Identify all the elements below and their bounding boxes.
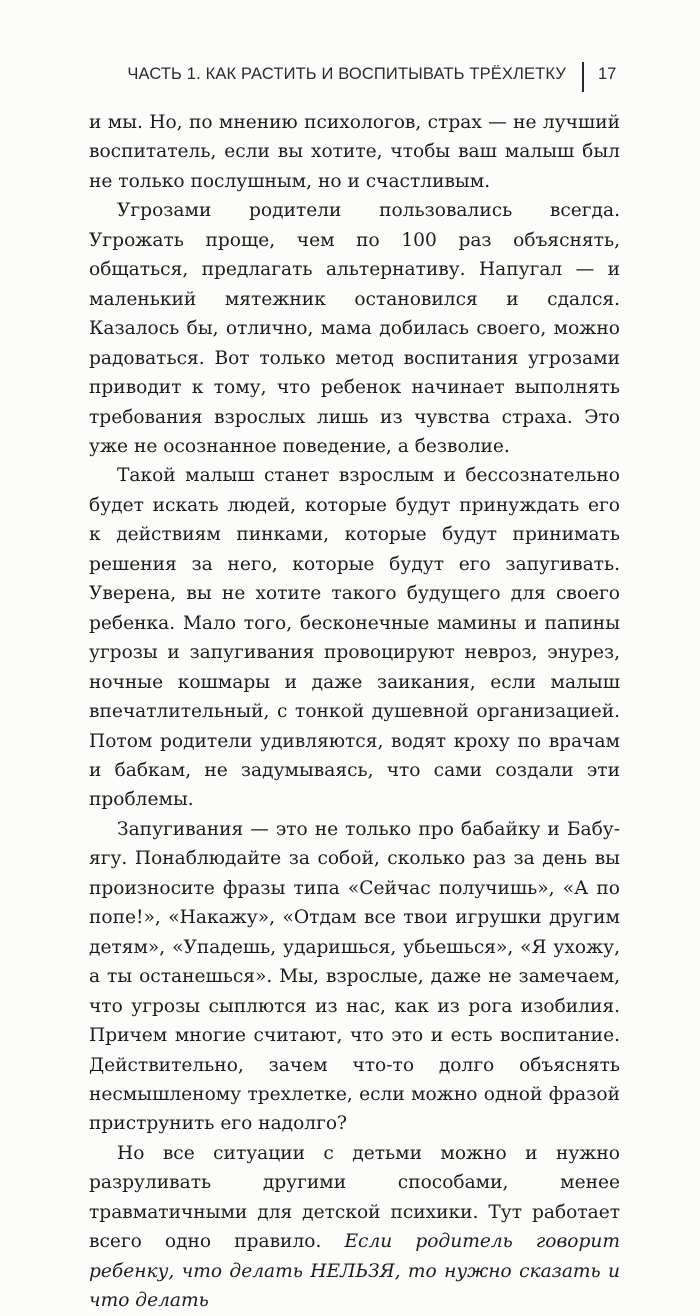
page-number: 17 [598,65,617,83]
paragraph: Такой малыш станет взрослым и бессознательно будет искать людей, которые будут принуждать его к действиям пинками, которые будут принимать решения за него, которые будут его запугивать. Уверена, вы не хотите такого будущего для своего ребенка. Мало того, бесконечные мамины и папины угрозы и запугивания провоцируют невроз, энурез, ночные кошмары и даже заикания, если малыш впечатлительный, с тонкой душевной организацией. Потом родители удивляются, водят кроху по врачам и бабкам, не задумываясь, что сами создали эти проблемы. [89,465,620,811]
chapter-title: ЧАСТЬ 1. КАК РАСТИТЬ И ВОСПИТЫВАТЬ ТРЁХЛЕТКУ [127,65,566,83]
paragraph: Угрозами родители пользовались всегда. Угрожать проще, чем по 100 раз объяснять, общаться, предлагать альтернативу. Напугал — и маленький мятежник остановился и сдался. Казалось бы, отлично, мама добилась своего, можно радоваться. Вот только метод воспитания угрозами приводит к тому, что ребенок начинает выполнять требования взрослых лишь из чувства страха. Это уже не осознанное поведение, а безволие. [89,200,620,457]
running-header [0,62,700,92]
paragraph: Запугивания — это не только про бабайку и Бабу-ягу. Понаблюдайте за собой, сколько раз за день вы произносите фразы типа «Сейчас получишь», «А по попе!», «Накажу», «Отдам все твои игрушки другим детям», «Упадешь, ударишься, убьешься», «Я ухожу, а ты останешься». Мы, взрослые, даже не замечаем, что угрозы сыплются из нас, как из рога изобилия. Причем многие считают, что это и есть воспитание. Действительно, зачем что-то долго объяснять несмышленому трехлетке, если можно одной фразой приструнить его надолго? [89,818,620,1135]
paragraph: и мы. Но, по мнению психологов, страх — не лучший воспитатель, если вы хотите, чтобы ваш малыш был не только послушным, но и счастливым. [89,112,620,192]
header-divider [582,62,584,92]
body-text [89,108,620,1316]
paragraph [89,1139,620,1316]
paragraph-text: Но все ситуации с детьми можно и нужно разруливать другими способами, менее травматичными для детской психики. Тут работает всего одно правило. [89,1142,620,1253]
rule-emphasis: Если родитель говорит ребенку, что делать НЕЛЬЗЯ, то нужно сказать и что делать [89,1231,620,1312]
